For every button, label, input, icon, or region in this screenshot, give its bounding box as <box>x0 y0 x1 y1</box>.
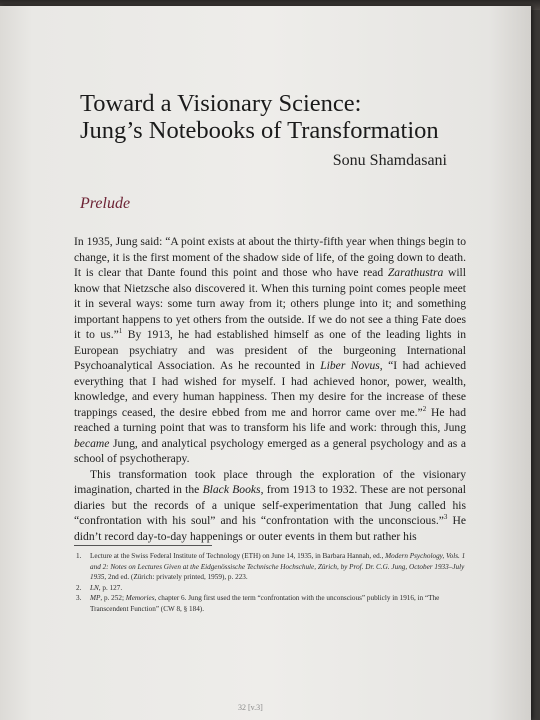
footnote-3-text-a: , p. 252; <box>100 594 126 603</box>
footnote-1-italic: Modern Psychology, Vols. 1 and 2: Notes on Lectures Given at the Eidgenössische Technische Hochschule, Zürich, by Prof. Dr. C.G. Jung, October 1933–July 1935 <box>90 552 466 582</box>
paragraph-1-text-e: He had reached a turning point that was to transform his life and work: through this, Jung <box>74 405 466 434</box>
paragraph-2-italic-black-books: Black Books <box>202 483 261 496</box>
author-name: Sonu Shamdasani <box>332 152 447 169</box>
book-page <box>0 6 531 720</box>
paragraph-2-text-b: , from 1913 to 1932. These are not personal diaries but the records of a unique self-experimentation that Jung called his “confrontation with his soul” and his “confrontation with the unconscious.” <box>74 483 467 527</box>
footnote-ref-1: 1 <box>118 327 123 336</box>
footnote-1-text-a: Lecture at the Swiss Federal Institute of Technology (ETH) on June 14, 1935, in Barbara Hannah, ed., <box>90 552 386 560</box>
paragraph-1-text-f: Jung, and analytical psychology emerged as a general psychology and as a school of psychotherapy. <box>74 436 466 465</box>
footnote-3 <box>76 593 472 614</box>
chapter-title <box>80 90 500 144</box>
chapter-title-line-2: Jung’s Notebooks of Transformation <box>80 117 439 144</box>
footnote-3-italic-mp: MP <box>90 594 101 603</box>
paragraph-2-text-a: This transformation took place through the exploration of the visionary imagination, charted in the <box>74 467 466 496</box>
footnotes <box>76 551 472 615</box>
paragraph-2 <box>74 467 466 545</box>
footnote-divider <box>74 545 212 546</box>
section-heading: Prelude <box>80 195 131 212</box>
paragraph-1-italic-became: became <box>74 436 110 450</box>
page-number: 32 [v.3] <box>238 703 263 712</box>
paragraph-1-italic-zarathustra: Zarathustra <box>387 266 444 279</box>
footnote-3-italic-memories: Memories <box>125 594 155 603</box>
footnote-3-number: 3. <box>76 594 82 603</box>
paragraph-2-text-c: He didn’t record day-to-day happenings or outer events in them but rather his <box>74 514 466 543</box>
footnote-2-text: , p. 127. <box>98 583 123 592</box>
footnote-1-text-b: , 2nd ed. (Zürich: privately printed, 1959), p. 223. <box>104 573 248 582</box>
chapter-title-line-1: Toward a Visionary Science: <box>80 90 362 117</box>
footnote-3-text-b: , chapter 6. Jung first used the term “confrontation with the unconscious” publicly in 1916, in “The Transcendent Function” (CW 8, § 184). <box>90 594 440 613</box>
body-text <box>74 234 466 544</box>
footnote-1-number: 1. <box>76 552 82 560</box>
paragraph-1-italic-liber-novus: Liber Novus <box>320 359 380 372</box>
paragraph-1-text-b: will know that Nietzsche also discovered it. When this turning point comes people meet it in several ways: some turn away from it; others plunge into it; and something important happens to yet others from the outside. If we do not see a thing Fate does it to us.” <box>74 266 466 341</box>
paragraph-1-text-a: In 1935, Jung said: “A point exists at about the thirty-fifth year when things begin to change, it is the first moment of the shadow side of life, of the going down to death. It is clear that Dante found this point and those who have read <box>74 235 466 279</box>
paragraph-1-text-d: , “I had achieved everything that I had wished for myself. I had achieved honor, power, wealth, knowledge, and every human happiness. Then my desire for the increase of these trappings ceased, the desire ebbed from me and horror came over me.” <box>74 359 466 419</box>
footnote-2 <box>76 583 472 594</box>
footnote-2-italic: LN <box>90 583 99 592</box>
footnote-2-number: 2. <box>76 583 82 592</box>
footnote-1 <box>76 551 472 583</box>
paragraph-1 <box>74 234 466 467</box>
footnote-ref-2: 2 <box>422 404 427 413</box>
footnote-ref-3: 3 <box>443 513 448 522</box>
paragraph-1-text-c: By 1913, he had established himself as one of the leading lights in European psychiatry and was president of the burgeoning International Psychoanalytical Association. As he recounted in <box>74 328 466 372</box>
